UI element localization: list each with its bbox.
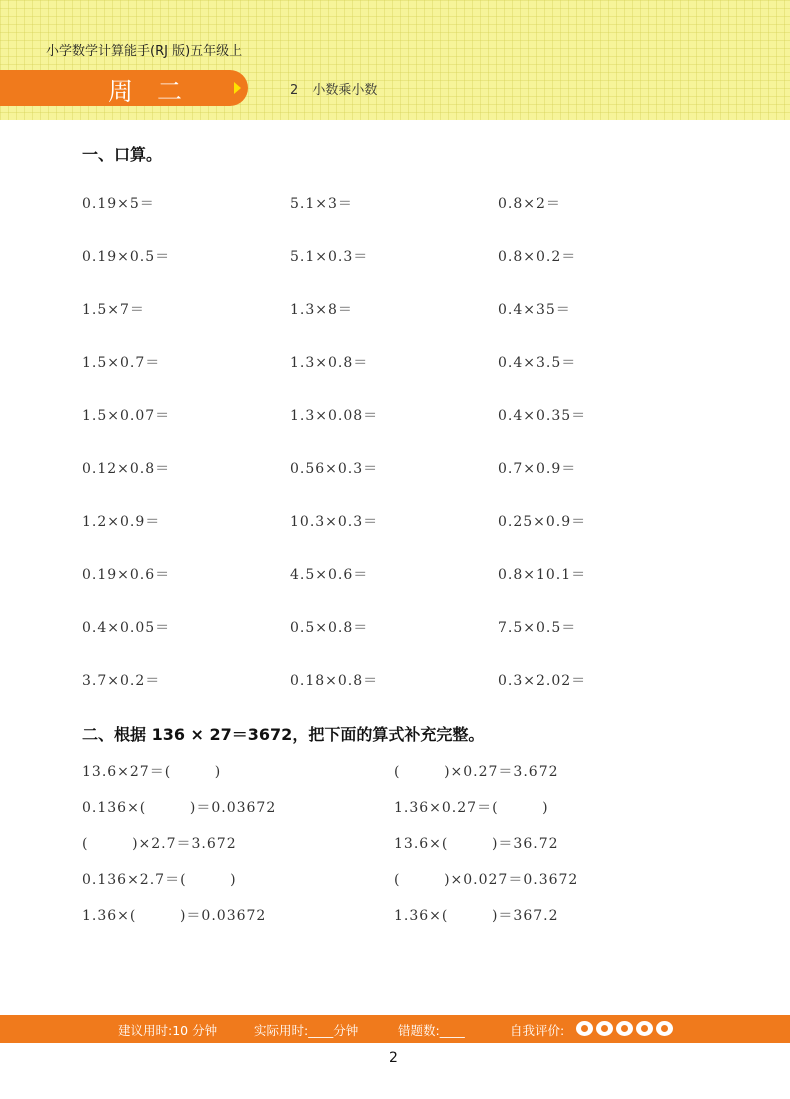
footer-bar [0,1015,790,1043]
lesson-title: 2 小数乘小数 [290,83,378,98]
flower-icon [656,1021,673,1036]
day-label: 周二 [108,77,207,106]
oral-question: 0.25×0.9＝ [498,514,587,530]
suggested-time: 建议用时:10 分钟 [118,1023,218,1038]
oral-question: 0.7×0.9＝ [498,461,577,477]
oral-question: 1.3×0.8＝ [290,355,369,371]
section-1-title: 一、口算。 [82,145,163,164]
fill-blank-question: ( )×0.27＝3.672 [394,764,559,780]
oral-question: 0.8×2＝ [498,196,561,212]
oral-question: 4.5×0.6＝ [290,567,369,583]
day-tab [0,70,248,106]
oral-question: 0.4×3.5＝ [498,355,577,371]
oral-question: 1.5×0.07＝ [82,408,171,424]
oral-question: 3.7×0.2＝ [82,673,161,689]
self-evaluation-label: 自我评价: [510,1023,565,1038]
oral-question: 0.12×0.8＝ [82,461,171,477]
fill-blank-question: 13.6×27＝( ) [82,764,222,780]
oral-question: 10.3×0.3＝ [290,514,379,530]
fill-blank-question: 1.36×( )＝367.2 [394,908,559,924]
oral-question: 0.19×5＝ [82,196,155,212]
page-header [0,0,790,120]
oral-question: 1.2×0.9＝ [82,514,161,530]
flower-icon [576,1021,593,1036]
oral-question: 0.4×0.35＝ [498,408,587,424]
oral-question: 0.5×0.8＝ [290,620,369,636]
oral-question: 5.1×3＝ [290,196,353,212]
oral-question: 5.1×0.3＝ [290,249,369,265]
oral-question: 0.18×0.8＝ [290,673,379,689]
flower-icon [616,1021,633,1036]
oral-question: 0.4×35＝ [498,302,571,318]
fill-blank-question: 0.136×( )＝0.03672 [82,800,277,816]
mistake-count: 错题数:____ [398,1023,465,1038]
section-2-title: 二、根据 136 × 27＝3672，把下面的算式补充完整。 [82,725,485,744]
oral-question: 0.56×0.3＝ [290,461,379,477]
oral-question: 1.3×0.08＝ [290,408,379,424]
oral-question: 0.8×0.2＝ [498,249,577,265]
actual-time: 实际用时:____分钟 [254,1023,359,1038]
fill-blank-question: 0.136×2.7＝( ) [82,872,237,888]
oral-question: 0.3×2.02＝ [498,673,587,689]
oral-question: 1.5×0.7＝ [82,355,161,371]
oral-question: 1.3×8＝ [290,302,353,318]
fill-blank-question: 1.36×( )＝0.03672 [82,908,267,924]
oral-question: 1.5×7＝ [82,302,145,318]
oral-question: 0.8×10.1＝ [498,567,587,583]
oral-question: 0.19×0.6＝ [82,567,171,583]
book-title: 小学数学计算能手(RJ 版)五年级上 [46,44,243,59]
fill-blank-question: ( )×2.7＝3.672 [82,836,237,852]
fill-blank-question: 1.36×0.27＝( ) [394,800,549,816]
flower-icon [596,1021,613,1036]
rating-stars [576,1021,676,1040]
flower-icon [636,1021,653,1036]
oral-question: 7.5×0.5＝ [498,620,577,636]
oral-question: 0.4×0.05＝ [82,620,171,636]
fill-blank-question: ( )×0.027＝0.3672 [394,872,579,888]
fill-blank-question: 13.6×( )＝36.72 [394,836,559,852]
oral-question: 0.19×0.5＝ [82,249,171,265]
arrow-right-icon [234,82,241,94]
page-number: 2 [389,1050,398,1066]
